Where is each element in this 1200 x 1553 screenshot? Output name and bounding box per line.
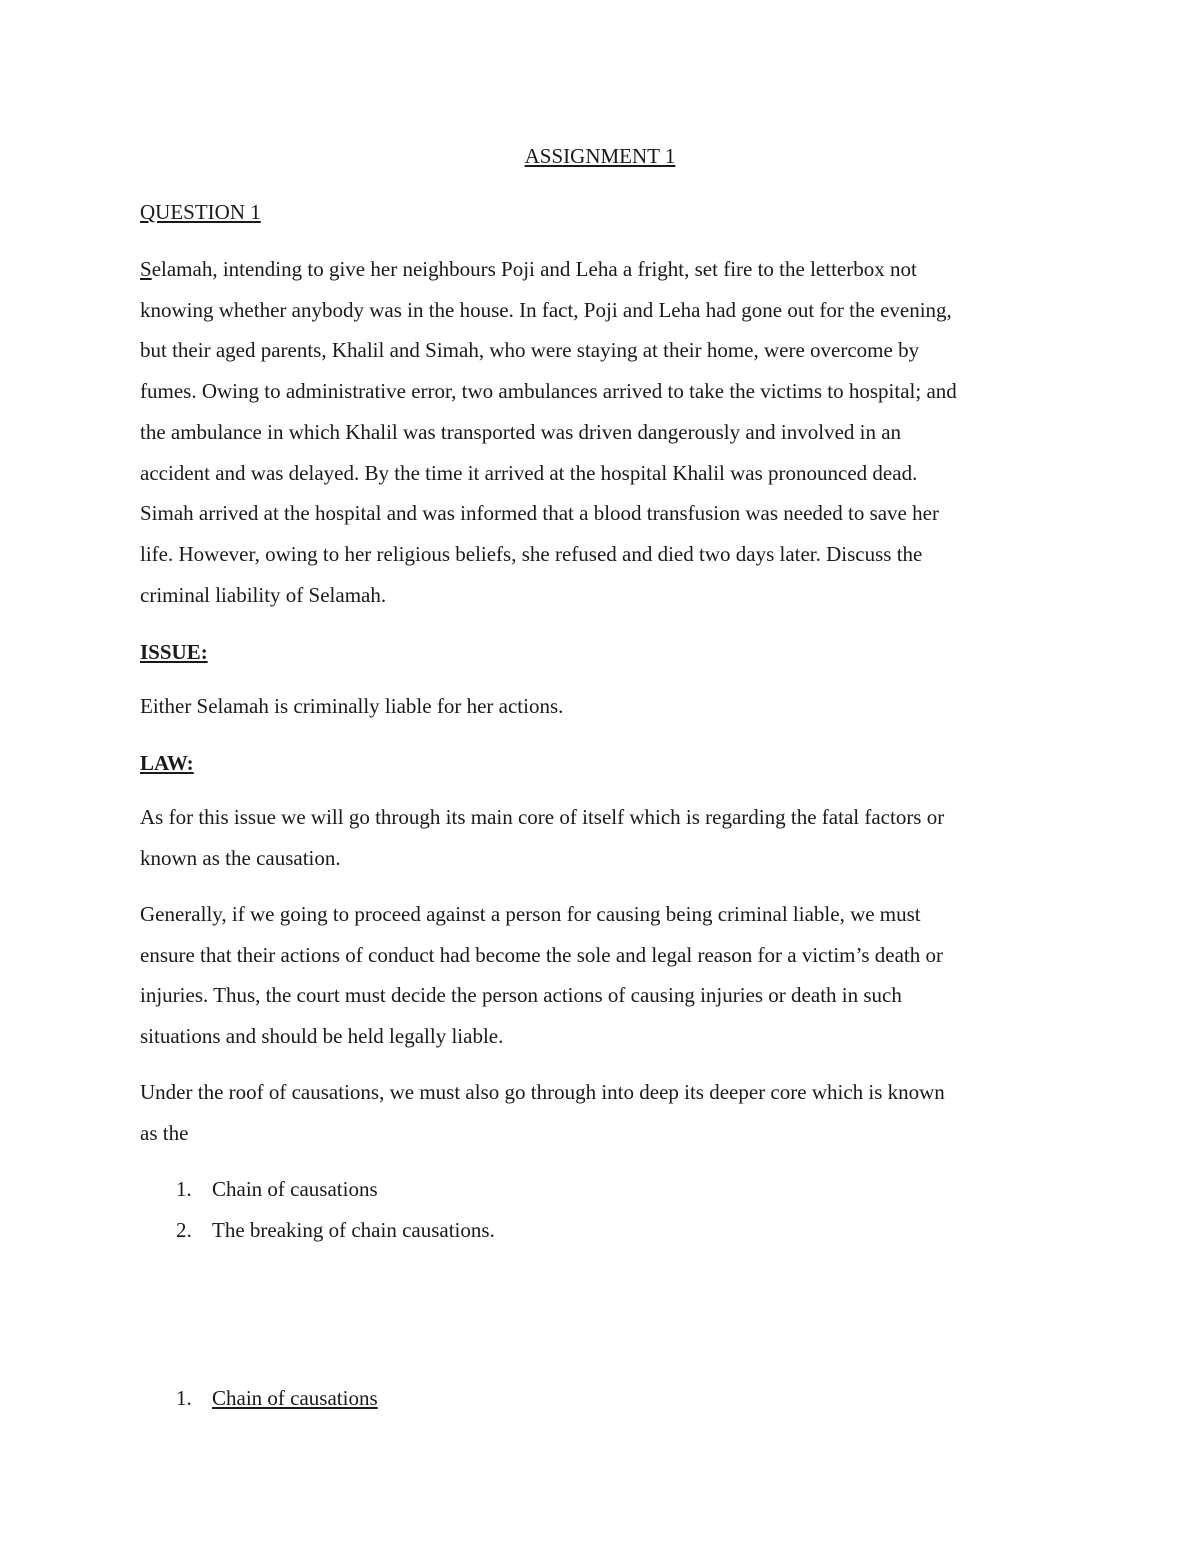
issue-line: Either Selamah is criminally liable for her actions. [140, 694, 564, 718]
law-paragraph-2 [140, 894, 1065, 1057]
law-heading: LAW: [140, 751, 194, 775]
list-item [176, 1210, 495, 1251]
list-text: Chain of causations [212, 1177, 378, 1201]
issue-heading: ISSUE: [140, 640, 208, 664]
question-line: but their aged parents, Khalil and Simah, who were staying at their home, were overcome by [140, 338, 920, 363]
law-line: As for this issue we will go through its main core of itself which is regarding the fatal factors or [140, 805, 945, 829]
list-number: 1. [176, 1177, 192, 1201]
law-line: injuries. Thus, the court must decide the person actions of causing injuries or death in such [140, 983, 902, 1008]
section-item [176, 1378, 378, 1419]
question-line: criminal liability of Selamah. [140, 582, 387, 607]
question-line: accident and was delayed. By the time it arrived at the hospital Khalil was pronounced dead. [140, 460, 918, 485]
law-line: Under the roof of causations, we must also go through into deep its deeper core which is known [140, 1080, 945, 1104]
assignment-title: ASSIGNMENT 1 [524, 144, 676, 168]
section-title: Chain of causations [212, 1386, 378, 1410]
question-line: Simah arrived at the hospital and was informed that a blood transfusion was needed to save her [140, 501, 939, 526]
list-item [176, 1169, 495, 1210]
list-text: The breaking of chain causations. [212, 1218, 495, 1242]
question-heading: QUESTION 1 [140, 200, 261, 224]
question-line: Selamah, intending to give her neighbours Poji and Leha a fright, set fire to the letterbox not [140, 257, 917, 281]
law-paragraph-1 [140, 797, 1065, 878]
list-number: 2. [176, 1218, 192, 1242]
question-line: the ambulance in which Khalil was transported was driven dangerously and involved in an [140, 419, 902, 444]
law-line: known as the causation. [140, 845, 341, 870]
law-line: as the [140, 1120, 189, 1145]
question-first-letter: S [140, 257, 152, 281]
law-paragraph-3 [140, 1072, 1065, 1153]
question-line: knowing whether anybody was in the house. In fact, Poji and Leha had gone out for the evening, [140, 297, 952, 322]
question-line: fumes. Owing to administrative error, two ambulances arrived to take the victims to hospital; and [140, 379, 957, 404]
law-line: situations and should be held legally liable. [140, 1024, 504, 1049]
section-heading-list [176, 1378, 378, 1419]
law-line: Generally, if we going to proceed against a person for causing being criminal liable, we must [140, 902, 921, 926]
question-line: life. However, owing to her religious beliefs, she refused and died two days later. Discuss the [140, 541, 923, 566]
law-line: ensure that their actions of conduct had become the sole and legal reason for a victim’s death or [140, 942, 943, 967]
issue-paragraph [140, 686, 1065, 727]
list-number: 1. [176, 1386, 192, 1410]
question-paragraph [140, 249, 1065, 615]
causation-list [176, 1169, 495, 1251]
